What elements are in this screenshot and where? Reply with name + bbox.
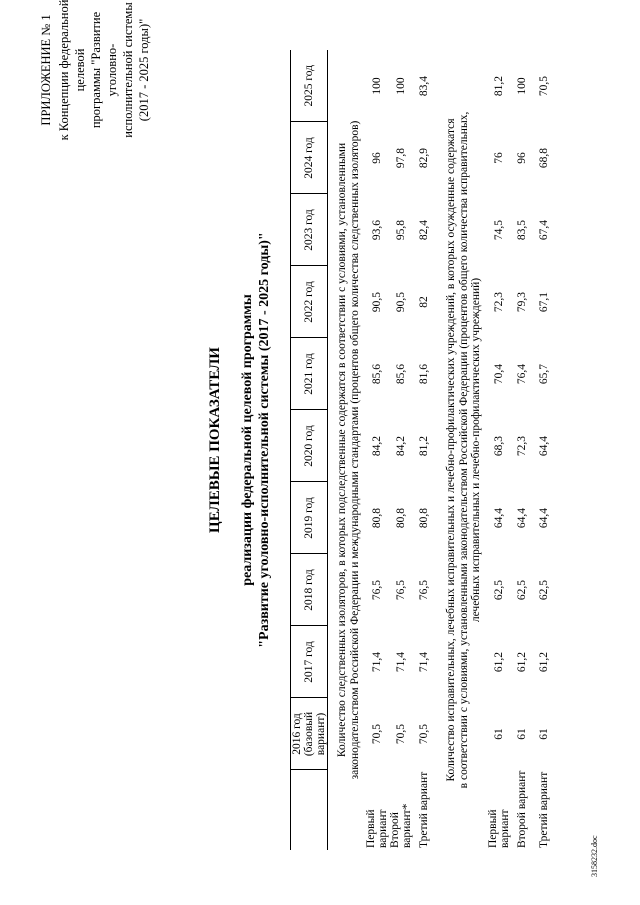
- appendix-line: (2017 - 2025 годы)": [137, 18, 151, 122]
- table-cell: 96: [371, 152, 383, 164]
- group-title-line: Количество исправительных, лечебных исправительных и лечебно-профилактических учреждений, в которых осужденные содержатся: [445, 118, 457, 782]
- table-row: [413, 50, 435, 850]
- table-cell: 61: [515, 728, 528, 740]
- header-row: [291, 50, 328, 850]
- table-cell: 70,5: [371, 723, 383, 745]
- table-row: [533, 50, 555, 850]
- row-label: Второй вариант: [515, 770, 528, 848]
- table-cell: 71,4: [371, 651, 383, 673]
- indicators-table: [290, 50, 555, 850]
- group-title-line: в соответствии с условиями, установленными законодательством Российской Федерации (процентов общего количества исправительных,: [457, 111, 470, 789]
- table-cell: 64,4: [515, 507, 528, 529]
- table-cell: 90,5: [395, 291, 407, 313]
- table-cell: 68,3: [492, 435, 505, 457]
- table-cell: 70,4: [492, 363, 505, 385]
- table-cell: 80,8: [395, 507, 407, 529]
- table-cell: 71,4: [418, 651, 430, 673]
- header-cell: 2019 год: [291, 482, 328, 554]
- table-cell: 61,2: [537, 651, 550, 673]
- header-label: 2016 год: [291, 713, 303, 755]
- heading-subtitle: реализации федеральной целевой программы: [240, 294, 255, 586]
- table-cell: 72,3: [492, 291, 505, 313]
- table-cell: 67,4: [537, 219, 550, 241]
- table-cell: 74,5: [492, 219, 505, 241]
- group-title-line: лечебных исправительных и лечебно-профилактических учреждений): [470, 277, 482, 623]
- table-cell: 76,5: [395, 579, 407, 601]
- table-cell: 96: [515, 152, 528, 164]
- header-cell-2016: [291, 698, 328, 770]
- table-cell: 100: [515, 77, 528, 95]
- table-cell: 76,5: [418, 579, 430, 601]
- heading-program-name: "Развитие уголовно-исполнительной системы (2017 - 2025 годы)": [257, 232, 272, 648]
- table-cell: 83,4: [418, 75, 430, 97]
- table-cell: 76: [492, 152, 505, 164]
- header-cell: 2023 год: [291, 194, 328, 266]
- header-empty-cell: [291, 770, 328, 850]
- group-title: [435, 50, 487, 850]
- table-cell: 100: [395, 77, 407, 95]
- row-label: Первый вариант: [365, 809, 389, 848]
- table-cell: 64,4: [537, 435, 550, 457]
- header-cell: 2017 год: [291, 626, 328, 698]
- table-cell: 100: [371, 77, 383, 95]
- table-cell: 84,2: [395, 435, 407, 457]
- header-cell: 2021 год: [291, 338, 328, 410]
- table-cell: 72,3: [515, 435, 528, 457]
- table-cell: 67,1: [537, 291, 550, 313]
- header-label: (базовый вариант): [303, 711, 327, 757]
- table-cell: 68,8: [537, 147, 550, 169]
- table-cell: 82,4: [418, 219, 430, 241]
- header-cell: 2025 год: [291, 50, 328, 122]
- table-cell: 85,6: [395, 363, 407, 385]
- table-cell: 62,5: [537, 579, 550, 601]
- appendix-line: к Концепции федеральной целевой: [57, 0, 87, 141]
- appendix-block: [38, 0, 152, 145]
- document-heading: [205, 135, 273, 745]
- group-title-row: [435, 50, 487, 850]
- table-cell: 90,5: [371, 291, 383, 313]
- table-cell: 97,8: [395, 147, 407, 169]
- header-cell: 2018 год: [291, 554, 328, 626]
- appendix-line: исполнительной системы: [121, 2, 135, 138]
- table-cell: 82,9: [418, 147, 430, 169]
- table-cell: 62,5: [515, 579, 528, 601]
- table-row: [511, 50, 533, 850]
- table-cell: 81,2: [492, 75, 505, 97]
- table-row: [487, 50, 511, 850]
- table-row: [389, 50, 413, 850]
- table-cell: 64,4: [492, 507, 505, 529]
- table-cell: 79,3: [515, 291, 528, 313]
- header-cell: 2020 год: [291, 410, 328, 482]
- table-cell: 70,5: [395, 723, 407, 745]
- appendix-title: ПРИЛОЖЕНИЕ № 1: [39, 14, 53, 126]
- row-label: Второй вариант*: [389, 803, 413, 848]
- row-label: Первый вариант: [486, 809, 511, 848]
- table-cell: 83,5: [515, 219, 528, 241]
- heading-title: ЦЕЛЕВЫЕ ПОКАЗАТЕЛИ: [207, 347, 223, 533]
- table-cell: 70,5: [418, 723, 430, 745]
- table-cell: 95,8: [395, 219, 407, 241]
- table-body: [328, 50, 555, 850]
- table-cell: 85,6: [371, 363, 383, 385]
- table-cell: 76,5: [371, 579, 383, 601]
- group-title-line: законодательством Российской Федерации и международными стандартами (процентов общего количества следственных изоляторов): [348, 120, 361, 780]
- group-title-line: Количество следственных изоляторов, в которых подследственные содержатся в соответствии с условиями, установленными: [336, 142, 348, 758]
- table-cell: 61,2: [492, 651, 505, 673]
- table-cell: 84,2: [371, 435, 383, 457]
- table-header: [291, 50, 328, 850]
- table-cell: 80,8: [371, 507, 383, 529]
- table-cell: 76,4: [515, 363, 528, 385]
- group-title-row: [328, 50, 366, 850]
- table-cell: 71,4: [395, 651, 407, 673]
- file-code: 3158232.doc: [590, 835, 599, 877]
- table-cell: 82: [418, 296, 430, 308]
- table-cell: 61: [492, 728, 505, 740]
- table-cell: 70,5: [537, 75, 550, 97]
- row-label: Третий вариант: [537, 771, 550, 848]
- table-row: [365, 50, 389, 850]
- table-cell: 62,5: [492, 579, 505, 601]
- appendix-line: программы "Развитие уголовно-: [89, 11, 119, 129]
- table-cell: 65,7: [537, 363, 550, 385]
- header-cell: 2022 год: [291, 266, 328, 338]
- table-cell: 81,2: [418, 435, 430, 457]
- header-cell: 2024 год: [291, 122, 328, 194]
- table-cell: 61,2: [515, 651, 528, 673]
- table-cell: 93,6: [371, 219, 383, 241]
- table-cell: 80,8: [418, 507, 430, 529]
- table-cell: 61: [537, 728, 550, 740]
- group-title: [328, 50, 366, 850]
- table-cell: 64,4: [537, 507, 550, 529]
- table-cell: 81,6: [418, 363, 430, 385]
- row-label: Третий вариант: [418, 771, 430, 848]
